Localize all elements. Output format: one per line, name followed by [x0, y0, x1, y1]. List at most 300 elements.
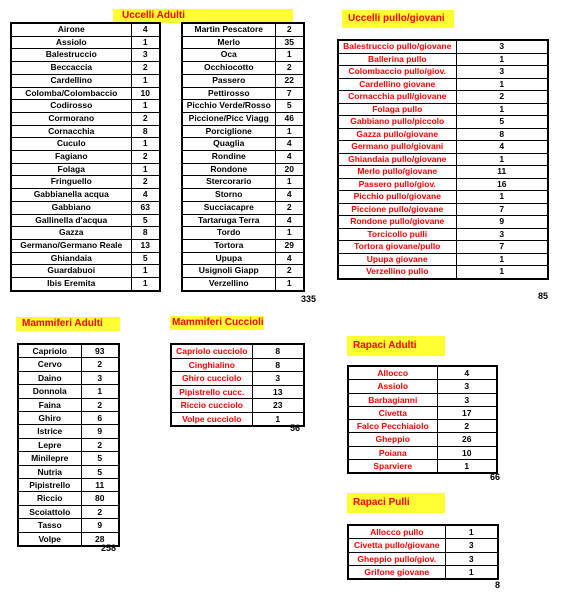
species-count: 4: [275, 189, 304, 202]
species-count: 5: [131, 252, 160, 265]
species-count: 80: [81, 492, 119, 505]
species-name: Gabbianella acqua: [11, 189, 131, 202]
species-name: Colomba/Colombaccio: [11, 87, 131, 100]
mammiferi-adulti-title: Mammiferi Adulti: [16, 317, 120, 331]
table-row: [171, 399, 304, 413]
table-row: [11, 87, 160, 100]
species-count: 1: [275, 278, 304, 291]
species-count: 28: [81, 532, 119, 546]
species-name: Assiolo: [11, 36, 131, 49]
species-count: 63: [131, 201, 160, 214]
species-name: Barbagianni: [348, 393, 437, 406]
species-name: Cormorano: [11, 112, 131, 125]
table-row: [182, 112, 304, 125]
species-count: 3: [456, 66, 548, 79]
species-name: Pettirosso: [182, 87, 275, 100]
table-row: [338, 178, 548, 191]
species-count: 2: [275, 62, 304, 75]
species-count: 4: [131, 23, 160, 36]
species-name: Tortora giovane/pullo: [338, 241, 456, 254]
species-name: Cervo: [18, 358, 81, 371]
table-row: [338, 53, 548, 66]
species-count: 93: [81, 344, 119, 358]
table-row: [338, 40, 548, 53]
species-count: 1: [275, 176, 304, 189]
species-count: 17: [437, 406, 497, 419]
species-name: Rondone: [182, 163, 275, 176]
species-name: Allocco: [348, 366, 437, 380]
species-count: 7: [456, 241, 548, 254]
species-name: Tartaruga Terra: [182, 214, 275, 227]
table-row: [11, 227, 160, 240]
species-name: Folaga pullo: [338, 103, 456, 116]
species-count: 29: [275, 239, 304, 252]
rapaci-adulti-title: Rapaci Adulti: [347, 336, 445, 356]
table-row: [182, 252, 304, 265]
table-row: [182, 278, 304, 291]
table-row: [182, 201, 304, 214]
species-name: Verzellino: [182, 278, 275, 291]
species-count: 3: [456, 228, 548, 241]
table-row: [171, 372, 304, 386]
table-row: [171, 412, 304, 426]
species-name: Tortora: [182, 239, 275, 252]
mammiferi-adulti-table: [17, 343, 120, 547]
species-count: 5: [275, 100, 304, 113]
species-name: Pipistrello: [18, 479, 81, 492]
table-row: [348, 380, 497, 393]
uccelli-adulti-table-1: [10, 22, 161, 292]
species-count: 9: [81, 519, 119, 532]
species-count: 20: [275, 163, 304, 176]
mammiferi-cuccioli-title: Mammiferi Cuccioli: [172, 317, 264, 328]
table-row: [18, 519, 119, 532]
species-name: Upupa: [182, 252, 275, 265]
species-name: Riccio cucciolo: [171, 399, 252, 413]
species-name: Minilepre: [18, 452, 81, 465]
species-count: 2: [131, 176, 160, 189]
table-row: [182, 74, 304, 87]
table-row: [11, 151, 160, 164]
species-name: Airone: [11, 23, 131, 36]
species-count: 1: [81, 385, 119, 398]
species-count: 4: [437, 366, 497, 380]
table-row: [11, 74, 160, 87]
species-name: Rondone pullo/giovane: [338, 216, 456, 229]
table-row: [338, 103, 548, 116]
table-row: [338, 266, 548, 279]
species-name: Passero pullo/giov.: [338, 178, 456, 191]
species-count: 11: [456, 166, 548, 179]
species-name: Picchio Verde/Rosso: [182, 100, 275, 113]
species-count: 3: [252, 372, 304, 386]
rapaci-pulli-title: Rapaci Pulli: [347, 493, 445, 513]
species-name: Tordo: [182, 227, 275, 240]
species-name: Pipistrello cucc.: [171, 385, 252, 399]
table-row: [182, 49, 304, 62]
species-name: Cardellino: [11, 74, 131, 87]
species-name: Capriolo: [18, 344, 81, 358]
table-row: [338, 166, 548, 179]
table-row: [11, 100, 160, 113]
species-name: Faina: [18, 398, 81, 411]
species-count: 8: [252, 344, 304, 358]
species-name: Daino: [18, 371, 81, 384]
species-count: 16: [456, 178, 548, 191]
species-name: Nutria: [18, 465, 81, 478]
species-count: 1: [131, 138, 160, 151]
species-name: Verzellino pullo: [338, 266, 456, 279]
species-name: Storno: [182, 189, 275, 202]
species-name: Gallinella d'acqua: [11, 214, 131, 227]
species-count: 5: [456, 116, 548, 129]
species-count: 2: [81, 438, 119, 451]
table-row: [338, 66, 548, 79]
species-count: 1: [275, 49, 304, 62]
species-count: 2: [81, 398, 119, 411]
species-count: 23: [252, 399, 304, 413]
species-name: Balestruccio: [11, 49, 131, 62]
species-count: 4: [275, 252, 304, 265]
table-row: [18, 492, 119, 505]
species-count: 3: [131, 49, 160, 62]
species-count: 13: [252, 385, 304, 399]
species-name: Gazza: [11, 227, 131, 240]
table-row: [11, 201, 160, 214]
species-count: 8: [252, 358, 304, 372]
species-name: Cornacchia pull/giovane: [338, 91, 456, 104]
table-row: [18, 438, 119, 451]
species-count: 1: [131, 36, 160, 49]
species-count: 4: [275, 151, 304, 164]
species-count: 3: [456, 40, 548, 53]
species-name: Gheppio pullo/giov.: [348, 552, 445, 565]
species-count: 10: [437, 446, 497, 459]
table-row: [11, 252, 160, 265]
table-row: [348, 539, 498, 552]
rapaci-pulli-table: [347, 524, 499, 580]
species-name: Germano pullo/giovani: [338, 141, 456, 154]
species-name: Colombaccio pullo/giov.: [338, 66, 456, 79]
table-row: [11, 23, 160, 36]
species-name: Ghiro cucciolo: [171, 372, 252, 386]
table-row: [182, 227, 304, 240]
species-count: 2: [131, 151, 160, 164]
species-count: 3: [445, 539, 498, 552]
uccelli-adulti-table-2: [181, 22, 305, 292]
table-row: [18, 452, 119, 465]
species-name: Assiolo: [348, 380, 437, 393]
table-row: [338, 241, 548, 254]
table-row: [348, 460, 497, 474]
species-count: 8: [131, 125, 160, 138]
species-count: 4: [456, 141, 548, 154]
table-row: [182, 36, 304, 49]
table-row: [171, 358, 304, 372]
uccelli-pulli-table: [337, 39, 549, 280]
species-name: Passero: [182, 74, 275, 87]
species-count: 1: [131, 278, 160, 291]
species-name: Piccione pullo/giovane: [338, 203, 456, 216]
species-count: 1: [252, 412, 304, 426]
table-row: [348, 406, 497, 419]
uccelli-pulli-title: Uccelli pullo/giovani: [342, 10, 454, 28]
species-name: Quaglia: [182, 138, 275, 151]
species-count: 2: [81, 505, 119, 518]
species-count: 5: [131, 214, 160, 227]
species-name: Oca: [182, 49, 275, 62]
table-row: [348, 393, 497, 406]
species-name: Germano/Germano Reale: [11, 239, 131, 252]
species-name: Sparviere: [348, 460, 437, 474]
mammiferi-adulti-total: 258: [101, 543, 117, 553]
species-name: Usignoli Giapp: [182, 265, 275, 278]
species-count: 2: [456, 91, 548, 104]
mammiferi-cuccioli-table: [170, 343, 305, 427]
table-row: [338, 228, 548, 241]
species-count: 2: [275, 201, 304, 214]
species-count: 3: [445, 552, 498, 565]
table-row: [18, 479, 119, 492]
species-count: 1: [131, 74, 160, 87]
species-count: 8: [131, 227, 160, 240]
table-row: [182, 62, 304, 75]
species-count: 1: [445, 565, 498, 579]
species-count: 3: [437, 393, 497, 406]
table-row: [11, 278, 160, 291]
table-row: [11, 36, 160, 49]
table-row: [182, 151, 304, 164]
species-name: Porciglione: [182, 125, 275, 138]
species-count: 26: [437, 433, 497, 446]
species-name: Occhiocotto: [182, 62, 275, 75]
table-row: [338, 203, 548, 216]
table-row: [18, 465, 119, 478]
species-count: 1: [456, 191, 548, 204]
species-name: Civetta pullo/giovane: [348, 539, 445, 552]
table-row: [171, 385, 304, 399]
table-row: [18, 344, 119, 358]
table-row: [182, 87, 304, 100]
species-count: 1: [445, 525, 498, 539]
species-count: 1: [275, 125, 304, 138]
species-count: 4: [275, 214, 304, 227]
species-count: 10: [131, 87, 160, 100]
species-name: Istrice: [18, 425, 81, 438]
table-row: [18, 505, 119, 518]
species-count: 2: [275, 265, 304, 278]
table-row: [171, 344, 304, 358]
table-row: [348, 565, 498, 579]
species-name: Succiacapre: [182, 201, 275, 214]
species-name: Allocco pullo: [348, 525, 445, 539]
species-name: Cuculo: [11, 138, 131, 151]
species-count: 7: [456, 203, 548, 216]
species-name: Merlo pullo/giovane: [338, 166, 456, 179]
table-row: [338, 191, 548, 204]
species-count: 5: [81, 465, 119, 478]
table-row: [11, 112, 160, 125]
species-name: Tasso: [18, 519, 81, 532]
species-name: Capriolo cucciolo: [171, 344, 252, 358]
species-name: Cinghialino: [171, 358, 252, 372]
table-row: [338, 141, 548, 154]
species-name: Martin Pescatore: [182, 23, 275, 36]
species-name: Grifone giovane: [348, 565, 445, 579]
species-name: Ghiandaia pullo/giovane: [338, 153, 456, 166]
species-count: 1: [437, 460, 497, 474]
species-name: Lepre: [18, 438, 81, 451]
table-row: [182, 239, 304, 252]
table-row: [338, 128, 548, 141]
species-name: Torcicollo pulli: [338, 228, 456, 241]
table-row: [348, 552, 498, 565]
table-row: [182, 163, 304, 176]
species-count: 7: [275, 87, 304, 100]
table-row: [182, 176, 304, 189]
rapaci-adulti-table: [347, 365, 498, 474]
species-name: Ghiandaia: [11, 252, 131, 265]
species-count: 22: [275, 74, 304, 87]
table-row: [348, 525, 498, 539]
species-count: 6: [81, 412, 119, 425]
rapaci-adulti-total: 66: [490, 472, 501, 482]
table-row: [182, 214, 304, 227]
table-row: [11, 163, 160, 176]
species-name: Volpe: [18, 532, 81, 546]
species-count: 2: [131, 112, 160, 125]
table-row: [182, 125, 304, 138]
species-count: 1: [456, 103, 548, 116]
species-name: Ghiro: [18, 412, 81, 425]
species-name: Guardabuoi: [11, 265, 131, 278]
species-count: 1: [456, 266, 548, 279]
species-count: 2: [437, 420, 497, 433]
table-row: [338, 116, 548, 129]
species-count: 4: [275, 138, 304, 151]
table-row: [18, 412, 119, 425]
species-name: Balestruccio pullo/giovane: [338, 40, 456, 53]
table-row: [18, 398, 119, 411]
species-name: Beccaccia: [11, 62, 131, 75]
species-count: 5: [81, 452, 119, 465]
species-name: Piccione/Picc Viagg: [182, 112, 275, 125]
table-row: [18, 358, 119, 371]
species-count: 4: [131, 189, 160, 202]
species-count: 1: [456, 78, 548, 91]
species-name: Gazza pullo/giovane: [338, 128, 456, 141]
table-row: [11, 49, 160, 62]
table-row: [338, 78, 548, 91]
species-name: Scoiattolo: [18, 505, 81, 518]
table-row: [11, 214, 160, 227]
table-row: [182, 189, 304, 202]
species-name: Picchio pullo/giovane: [338, 191, 456, 204]
species-count: 9: [81, 425, 119, 438]
species-count: 3: [81, 371, 119, 384]
species-count: 13: [131, 239, 160, 252]
species-name: Upupa giovane: [338, 253, 456, 266]
species-name: Folaga: [11, 163, 131, 176]
table-row: [182, 138, 304, 151]
species-count: 1: [131, 163, 160, 176]
table-row: [11, 189, 160, 202]
species-name: Fringuello: [11, 176, 131, 189]
species-count: 2: [275, 23, 304, 36]
table-row: [182, 23, 304, 36]
species-name: Rondine: [182, 151, 275, 164]
species-name: Civetta: [348, 406, 437, 419]
table-row: [182, 265, 304, 278]
species-name: Volpe cucciolo: [171, 412, 252, 426]
species-name: Merlo: [182, 36, 275, 49]
table-row: [11, 62, 160, 75]
species-count: 1: [131, 100, 160, 113]
species-name: Falco Pecchiaiolo: [348, 420, 437, 433]
species-count: 1: [456, 253, 548, 266]
species-name: Gabbiano: [11, 201, 131, 214]
species-name: Riccio: [18, 492, 81, 505]
species-count: 1: [456, 153, 548, 166]
table-row: [18, 425, 119, 438]
uccelli-pulli-total: 85: [538, 291, 549, 301]
table-row: [11, 239, 160, 252]
table-row: [338, 91, 548, 104]
table-row: [18, 385, 119, 398]
mammiferi-cuccioli-total: 56: [290, 423, 301, 433]
table-row: [348, 433, 497, 446]
species-name: Ballerina pullo: [338, 53, 456, 66]
species-count: 46: [275, 112, 304, 125]
species-count: 8: [456, 128, 548, 141]
species-count: 2: [131, 62, 160, 75]
species-count: 3: [437, 380, 497, 393]
table-row: [11, 265, 160, 278]
table-row: [182, 100, 304, 113]
species-name: Donnola: [18, 385, 81, 398]
species-count: 2: [81, 358, 119, 371]
table-row: [348, 446, 497, 459]
table-row: [338, 153, 548, 166]
species-name: Cardellino giovane: [338, 78, 456, 91]
species-name: Fagiano: [11, 151, 131, 164]
table-row: [338, 216, 548, 229]
species-name: Poiana: [348, 446, 437, 459]
species-count: 1: [131, 265, 160, 278]
table-row: [348, 366, 497, 380]
table-row: [11, 176, 160, 189]
species-count: 11: [81, 479, 119, 492]
species-name: Codirosso: [11, 100, 131, 113]
species-name: Stercorario: [182, 176, 275, 189]
rapaci-pulli-total: 8: [495, 580, 501, 590]
species-name: Gabbiano pullo/piccolo: [338, 116, 456, 129]
species-name: Cornacchia: [11, 125, 131, 138]
species-name: Gheppio: [348, 433, 437, 446]
table-row: [11, 125, 160, 138]
species-count: 35: [275, 36, 304, 49]
table-row: [18, 371, 119, 384]
species-count: 9: [456, 216, 548, 229]
table-row: [11, 138, 160, 151]
table-row: [348, 420, 497, 433]
species-count: 1: [275, 227, 304, 240]
table-row: [338, 253, 548, 266]
species-count: 1: [456, 53, 548, 66]
species-name: Ibis Eremita: [11, 278, 131, 291]
uccelli-adulti-title: Uccelli Adulti: [113, 9, 293, 23]
uccelli-adulti-total: 335: [301, 294, 317, 304]
